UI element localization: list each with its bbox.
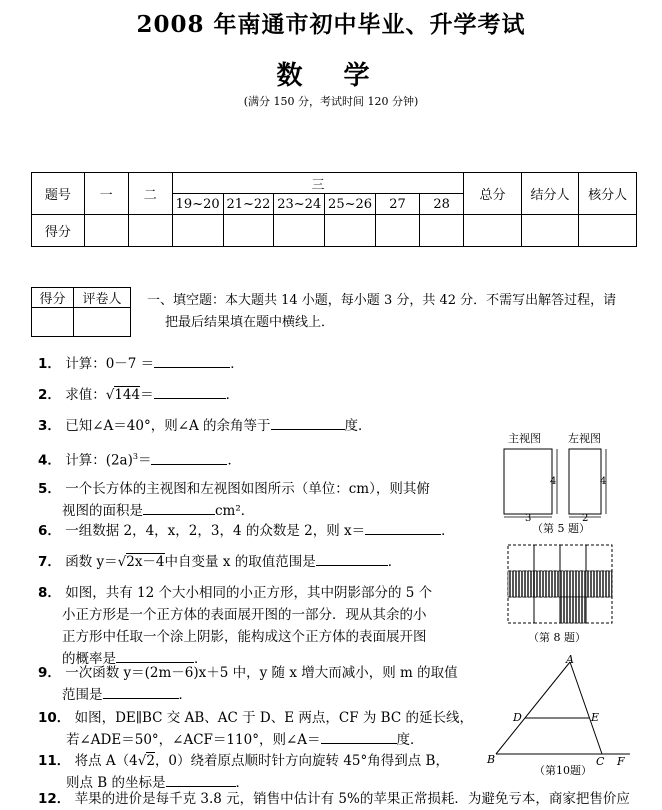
main-view-rect xyxy=(504,449,552,514)
header-cell-range: 27 xyxy=(375,194,419,215)
question-text: 中自变量 x 的取值范围是 xyxy=(164,554,316,570)
question-text: 范围是 xyxy=(62,687,103,703)
header-cell-part1: 一 xyxy=(84,173,128,215)
question-12 xyxy=(38,788,630,810)
question-2 xyxy=(38,384,239,406)
label-main-view: 主视图 xyxy=(508,432,541,445)
figure-5 xyxy=(496,428,626,538)
label-left-view: 左视图 xyxy=(568,432,601,445)
side-ac xyxy=(570,662,602,754)
sqrt-sign: √ xyxy=(137,753,147,769)
header-cell-range: 21~22 xyxy=(223,194,274,215)
grader-box xyxy=(31,287,131,337)
question-6 xyxy=(38,520,455,542)
question-text: 计算：(2a) xyxy=(65,452,133,469)
question-text: 则点 B 的坐标是 xyxy=(66,775,166,791)
dim-label: 4 xyxy=(550,476,557,487)
question-text: ． xyxy=(230,356,244,372)
question-text: ，0）绕着原点顺时针方向旋转 45°角得到点 B， xyxy=(154,753,449,769)
answer-blank[interactable] xyxy=(365,520,441,535)
question-text: 若∠ADE＝50°，∠ACF＝110°，则∠A＝ xyxy=(66,732,321,748)
figure-caption: （第 8 题） xyxy=(528,631,586,644)
question-text: 一组数据 2，4，x，2，3，4 的众数是 2，则 x＝ xyxy=(65,523,366,539)
question-text: 已知∠A＝40°，则∠A 的余角等于 xyxy=(65,418,271,434)
header-cell-scorer: 结分人 xyxy=(521,173,579,215)
question-text: ． xyxy=(178,687,192,703)
score-cell xyxy=(464,215,522,247)
question-number: 7． xyxy=(38,554,61,570)
question-text: 度． xyxy=(344,418,372,434)
question-number: 1． xyxy=(38,356,61,372)
question-text: ＝ xyxy=(140,387,154,403)
dim-label: 3 xyxy=(525,513,532,524)
section-line: 一、填空题：本大题共 14 小题，每小题 3 分，共 42 分．不需写出解答过程，请 xyxy=(147,293,617,308)
question-text: cm²． xyxy=(215,503,255,519)
radicand: 2x－4 xyxy=(126,554,165,570)
question-number: 9． xyxy=(38,665,61,681)
question-number: 4． xyxy=(38,452,61,469)
grader-cell xyxy=(74,308,131,337)
point-d: D xyxy=(513,711,522,724)
answer-blank[interactable] xyxy=(154,384,226,399)
question-8 xyxy=(38,582,432,670)
question-text: 视图的面积是 xyxy=(62,503,143,519)
question-text: ． xyxy=(387,554,402,570)
header-cell-question: 题号 xyxy=(32,173,85,215)
sqrt-sign: √ xyxy=(105,387,115,403)
figure-caption: （第10题） xyxy=(534,764,592,777)
answer-blank[interactable] xyxy=(116,648,194,663)
answer-blank[interactable] xyxy=(151,450,227,465)
subject-title: 数 学 xyxy=(276,61,386,91)
header-cell-checker: 核分人 xyxy=(579,173,637,215)
question-number: 12． xyxy=(38,791,71,807)
figure-8 xyxy=(506,543,616,648)
score-cell xyxy=(420,215,464,247)
section-instructions xyxy=(147,290,637,334)
dim-label: 4 xyxy=(600,476,607,487)
question-5 xyxy=(38,478,430,522)
score-cell xyxy=(325,215,376,247)
header-cell-range: 25~26 xyxy=(325,194,376,215)
question-number: 10． xyxy=(38,710,71,726)
question-text: 一次函数 y＝(2m－6)x＋5 中，y 随 x 增大而减小，则 m 的取值 xyxy=(65,665,458,681)
point-f: F xyxy=(617,755,625,768)
question-text: 如图，共有 12 个大小相同的小正方形，其中阴影部分的 5 个 xyxy=(65,585,433,601)
answer-blank[interactable] xyxy=(271,415,345,430)
header-cell-range: 28 xyxy=(420,194,464,215)
question-7 xyxy=(38,551,401,573)
answer-blank[interactable] xyxy=(321,729,397,744)
question-10 xyxy=(38,707,473,751)
header-cell-total: 总分 xyxy=(464,173,522,215)
question-text: 正方形中任取一个涂上阴影，能构成这个正方体的表面展开图 xyxy=(62,629,427,645)
question-9 xyxy=(38,662,458,706)
question-text: 将点 A（4 xyxy=(74,753,138,769)
figure-10 xyxy=(484,652,634,782)
question-number: 8． xyxy=(38,585,61,601)
question-text: 度． xyxy=(396,732,424,748)
grader-name-label: 评卷人 xyxy=(74,288,131,308)
question-text: 计算：0－7 ＝ xyxy=(65,356,155,372)
score-cell xyxy=(128,215,172,247)
question-text: ＝ xyxy=(137,452,152,469)
question-text: 苹果的进价是每千克 3.8 元，销售中估计有 5%的苹果正常损耗．为避免亏本，商家把售价应 xyxy=(74,791,630,807)
score-cell xyxy=(521,215,579,247)
score-table xyxy=(31,172,637,247)
question-text: 求值： xyxy=(65,387,106,403)
point-c: C xyxy=(596,755,605,768)
question-number: 3． xyxy=(38,418,61,434)
score-cell xyxy=(223,215,274,247)
question-number: 2． xyxy=(38,387,61,403)
dim-label: 2 xyxy=(582,513,589,524)
score-cell xyxy=(172,215,223,247)
answer-blank[interactable] xyxy=(143,500,215,515)
header-cell-range: 19~20 xyxy=(172,194,223,215)
exam-subtitle: (满分 150 分，考试时间 120 分钟) xyxy=(243,95,419,108)
question-text: 小正方形是一个正方体的表面展开图的一部分．现从其余的小 xyxy=(62,607,427,623)
question-text: ． xyxy=(194,651,208,667)
radicand: 144 xyxy=(114,387,141,403)
question-4 xyxy=(38,446,241,472)
score-cell xyxy=(84,215,128,247)
question-text: ． xyxy=(225,387,240,403)
left-view-rect xyxy=(569,449,601,514)
question-text: ． xyxy=(441,523,455,539)
figure-caption: （第 5 题） xyxy=(532,522,590,535)
answer-blank[interactable] xyxy=(103,684,179,699)
score-cell xyxy=(274,215,325,247)
question-text: 一个长方体的主视图和左视图如图所示（单位：cm），则其俯 xyxy=(65,481,430,497)
answer-blank[interactable] xyxy=(166,772,236,787)
section-line: 把最后结果填在题中横线上． xyxy=(165,315,335,330)
score-cell xyxy=(375,215,419,247)
point-a: A xyxy=(566,653,574,666)
exam-title: 2008 年南通市初中毕业、升学考试 xyxy=(136,11,526,38)
question-text: 的概率是 xyxy=(62,651,116,667)
point-e: E xyxy=(591,711,600,724)
header-cell-part2: 二 xyxy=(128,173,172,215)
question-text: 函数 y＝ xyxy=(65,554,118,570)
question-text: 如图，DE∥BC 交 AB、AC 于 D、E 两点，CF 为 BC 的延长线， xyxy=(74,710,473,726)
answer-blank[interactable] xyxy=(154,353,230,368)
question-number: 11． xyxy=(38,753,71,769)
header-cell-part3: 三 xyxy=(172,173,463,194)
question-1 xyxy=(38,353,244,375)
question-3 xyxy=(38,415,372,437)
header-cell-range: 23~24 xyxy=(274,194,325,215)
sqrt-sign: √ xyxy=(117,554,127,570)
question-text: ． xyxy=(227,452,241,469)
question-text: ． xyxy=(235,775,250,791)
question-number: 6． xyxy=(38,523,61,539)
question-number: 5． xyxy=(38,481,61,497)
grader-cell xyxy=(32,308,74,337)
score-cell xyxy=(579,215,637,247)
point-b: B xyxy=(487,753,496,766)
answer-blank[interactable] xyxy=(316,551,388,566)
exponent: 3 xyxy=(132,452,138,461)
grader-score-label: 得分 xyxy=(32,288,74,308)
shaded-squares xyxy=(508,571,612,623)
radicand: 2 xyxy=(146,753,155,769)
side-ab xyxy=(496,662,570,754)
score-row-label: 得分 xyxy=(32,215,85,247)
